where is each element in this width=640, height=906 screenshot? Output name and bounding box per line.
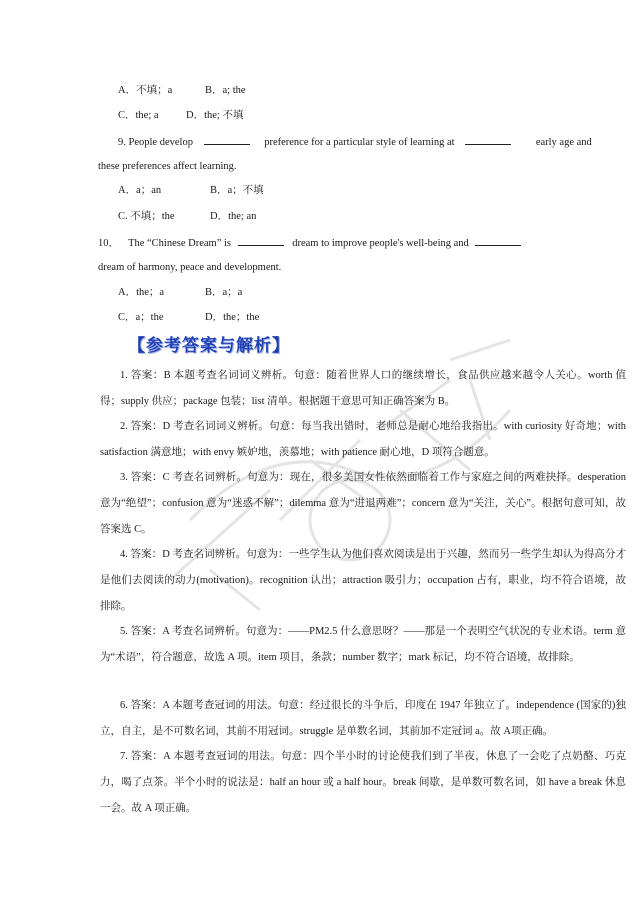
q8-option-a: A．不填；a (118, 85, 173, 96)
answer-3: 3. 答案：C 考查名词辨析。句意为：现在，很多美国女性依然面临着工作与家庭之间的两难抉择。desperation 意为“绝望”；confusion 意为“迷惑不解”；dilemma 意为“进退两难”；concern 意为“关注，关心”。根据句意可知，故答案选 C。 (100, 472, 626, 535)
q10-option-d: D．the；the (205, 312, 260, 323)
answer-6: 6. 答案：A 本题考查冠词的用法。句意：经过很长的斗争后，印度在 1947 年独立了。independence (国家的)独立，自主，是不可数名词，其前不用冠词。struggle 是单数名词，其前加不定冠词 a。故 A项正确。 (100, 700, 626, 737)
q10-stem (98, 236, 521, 251)
q10-text-1: The “Chinese Dream” is (128, 238, 231, 249)
q10-blank-2 (475, 236, 521, 246)
q10-text-2: dream to improve people's well-being and (292, 238, 469, 249)
q8-option-d: D．the; 不填 (186, 110, 244, 121)
q10-option-c: C．a；the (118, 312, 164, 323)
answer-7: 7. 答案：A 本题考查冠词的用法。句意：四个半小时的讨论使我们到了半夜，休息了一会吃了点奶酪、巧克力，喝了点茶。半个小时的说法是：half an hour 或 a half hour。break 间歇，是单数可数名词，如 have a break 休息一会。故 A 项正确。 (100, 751, 626, 814)
q9-number: 9. (118, 137, 126, 148)
q9-option-a: A．a；an (118, 185, 162, 196)
answers-heading: 【参考答案与解析】 (128, 336, 290, 356)
q9-option-d: D．the; an (210, 211, 257, 222)
q9-blank-2 (465, 135, 511, 145)
q9-option-c: C. 不填；the (118, 211, 175, 222)
q10-blank-1 (238, 236, 284, 246)
q10-option-a: A．the；a (118, 287, 165, 298)
q10-option-b: B．a；a (205, 287, 243, 298)
q9-text-1: People develop (128, 137, 193, 148)
q9-stem-line2: these preferences affect learning. (98, 161, 237, 172)
q10-number: 10． (98, 238, 119, 249)
q9-blank-1 (204, 135, 250, 145)
q9-text-3: early age and (535, 137, 592, 148)
answer-4: 4. 答案：D 考查名词辨析。句意为：一些学生认为他们喜欢阅读是出于兴趣，然而另一些学生却认为得高分才是他们去阅读的动力(motivation)。recognition 认出；attraction 吸引力；occupation 占有，职业，均不符合语境，故排除。 (100, 549, 626, 612)
answer-5: 5. 答案：A 考查名词辨析。句意为：——PM2.5 什么意思呀？——那是一个表明空气状况的专业术语。term 意为“术语”，符合题意，故选 A 项。item 项目，条款；number 数字；mark 标记，均不符合语境，故排除。 (100, 626, 626, 663)
q9-stem (118, 135, 592, 150)
answer-1: 1. 答案：B 本题考查名词词义辨析。句意：随着世界人口的继续增长，食品供应越来越令人关心。worth 值得；supply 供应；package 包装；list 清单。根据题干意思可知正确答案为 B。 (100, 370, 626, 407)
q8-option-c: C．the; a (118, 110, 159, 121)
q8-option-b: B．a; the (205, 85, 246, 96)
q9-text-2: preference for a particular style of learning at (264, 137, 455, 148)
q10-stem-line2: dream of harmony, peace and development. (98, 262, 282, 273)
q9-option-b: B．a；不填 (210, 185, 264, 196)
answer-2: 2. 答案：D 考查名词词义辨析。句意：每当我出错时，老师总是耐心地给我指出。with curiosity 好奇地；with satisfaction 满意地；with envy 嫉妒地，羡慕地；with patience 耐心地，D 项符合题意。 (100, 421, 626, 458)
